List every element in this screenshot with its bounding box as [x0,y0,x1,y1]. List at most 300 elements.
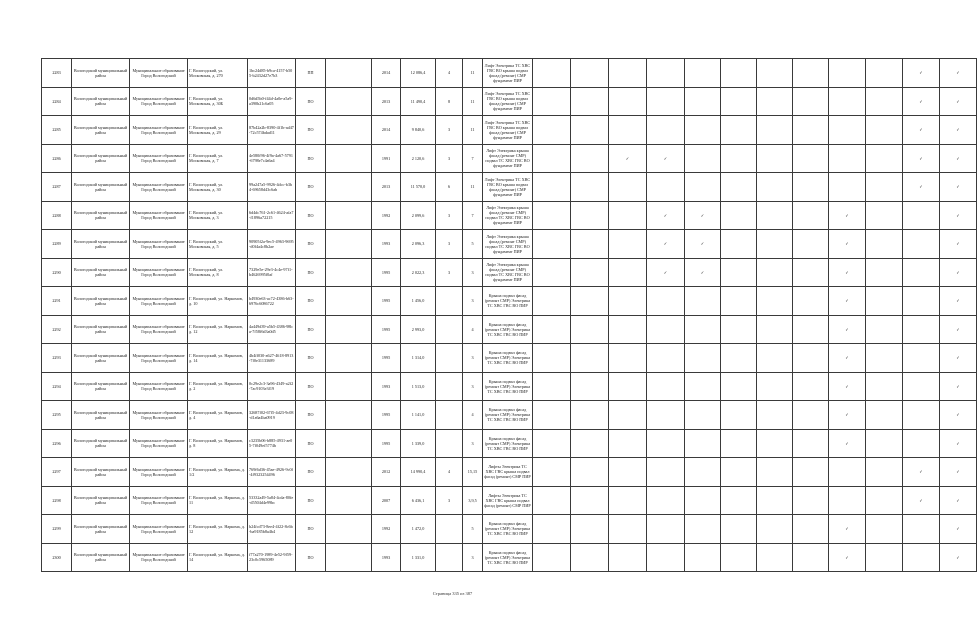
checkmark-icon: ✓ [663,155,668,161]
work-check-cell [903,201,940,230]
works-list-cell: Лифты Электрика ТС ХВС ГВС крыша подвал фасад (ремонт) СМР ПИР [483,458,533,487]
district-cell: Вологодский муниципальный район [72,59,130,88]
work-check-cell [757,401,793,430]
checkmark-icon: ✓ [625,155,630,161]
work-check-cell [685,315,721,344]
work-check-cell [571,173,609,202]
work-check-cell [793,458,829,487]
work-check-cell [647,144,685,173]
work-check-cell [685,87,721,116]
work-check-cell [903,515,940,544]
work-check-cell [793,201,829,230]
floors-cell [436,401,463,430]
entrances-cell: 3 [463,429,483,458]
work-check-cell [829,344,866,373]
work-check-cell [609,287,647,316]
district-cell: Вологодский муниципальный район [72,344,130,373]
work-check-cell [903,59,940,88]
work-check-cell [866,59,903,88]
work-check-cell [940,116,977,145]
wall-material-cell: ПО [296,372,326,401]
building-code-cell: b4930e63-ac72-4386-b63-6976c6086722 [248,287,296,316]
checkmark-icon: ✓ [663,212,668,218]
work-check-cell [609,401,647,430]
municipality-cell: Муниципальное образование Город Вологодский [130,401,188,430]
work-check-cell [721,173,757,202]
work-check-cell [533,173,571,202]
year-cell: 1992 [372,201,401,230]
table-row [42,287,977,316]
municipality-cell: Муниципальное образование Город Вологодский [130,144,188,173]
municipality-cell: Муниципальное образование Город Вологодский [130,230,188,259]
work-check-cell [609,87,647,116]
municipality-cell: Муниципальное образование Город Вологодский [130,372,188,401]
checkmark-icon: ✓ [956,440,960,446]
work-check-cell [533,258,571,287]
municipality-cell: Муниципальное образование Город Вологодский [130,515,188,544]
table-row [42,315,977,344]
address-cell: Г. Вологодский, ул. Наркомов, д. 14 [188,344,248,373]
work-check-cell [793,173,829,202]
blank-cell [326,144,372,173]
work-check-cell [609,486,647,515]
entrances-cell: 11 [463,59,483,88]
work-check-cell [571,87,609,116]
work-check-cell [757,429,793,458]
checkmark-icon: ✓ [956,469,960,475]
year-cell: 1993 [372,543,401,572]
work-check-cell [647,201,685,230]
district-cell: Вологодский муниципальный район [72,173,130,202]
wall-material-cell: ПО [296,144,326,173]
row-number-cell: 2294 [42,372,72,401]
works-list-cell: Лифт Электрика крыша фасад (ремонт СМР) подвал ТС ХВС ГВС ВО фундамент ПИР [483,230,533,259]
table-row [42,59,977,88]
work-check-cell [757,458,793,487]
work-check-cell [721,543,757,572]
work-check-cell [609,315,647,344]
work-check-cell [571,543,609,572]
district-cell: Вологодский муниципальный район [72,201,130,230]
address-cell: Г. Вологодский, ул. Наркома, д. 12 [188,515,248,544]
blank-cell [326,258,372,287]
area-cell: 9 840,6 [401,116,436,145]
row-number-cell: 2291 [42,287,72,316]
area-cell: 1 331,0 [401,543,436,572]
work-check-cell [533,372,571,401]
checkmark-icon: ✓ [845,383,849,389]
work-check-cell [571,201,609,230]
row-number-cell: 2289 [42,230,72,259]
wall-material-cell: ПО [296,287,326,316]
wall-material-cell: ПО [296,458,326,487]
work-check-cell [940,372,977,401]
municipality-cell: Муниципальное образование Город Вологодский [130,287,188,316]
work-check-cell [793,401,829,430]
blank-cell [326,315,372,344]
floors-cell [436,429,463,458]
work-check-cell [757,230,793,259]
municipality-cell: Муниципальное образование Город Вологодский [130,344,188,373]
work-check-cell [609,372,647,401]
municipality-cell: Муниципальное образование Город Вологодский [130,59,188,88]
work-check-cell [903,230,940,259]
floors-cell: 3 [436,486,463,515]
work-check-cell [685,344,721,373]
work-check-cell [685,287,721,316]
address-cell: Г. Вологодский, ул. Московская, д. 8 [188,258,248,287]
work-check-cell [793,87,829,116]
table-row [42,429,977,458]
work-check-cell [757,116,793,145]
checkmark-icon: ✓ [919,70,923,76]
work-check-cell [571,515,609,544]
district-cell: Вологодский муниципальный район [72,315,130,344]
area-cell: 1 141,0 [401,401,436,430]
row-number-cell: 2283 [42,59,72,88]
work-check-cell [866,230,903,259]
year-cell: 1993 [372,372,401,401]
checkmark-icon: ✓ [956,298,960,304]
checkmark-icon: ✓ [845,412,849,418]
work-check-cell [829,287,866,316]
blank-cell [326,173,372,202]
wall-material-cell: ПО [296,515,326,544]
work-check-cell [647,486,685,515]
wall-material-cell: ПП [296,59,326,88]
work-check-cell [685,59,721,88]
entrances-cell: 11 [463,173,483,202]
work-check-cell [647,116,685,145]
work-check-cell [793,372,829,401]
work-check-cell [757,315,793,344]
work-check-cell [609,458,647,487]
work-check-cell [793,258,829,287]
blank-cell [326,458,372,487]
wall-material-cell: ПО [296,315,326,344]
checkmark-icon: ✓ [956,326,960,332]
blank-cell [326,116,372,145]
area-cell: 2 120,6 [401,144,436,173]
work-check-cell [757,173,793,202]
work-check-cell [721,258,757,287]
work-check-cell [533,59,571,88]
work-check-cell [829,458,866,487]
work-check-cell [940,144,977,173]
entrances-cell: 11 [463,116,483,145]
work-check-cell [903,144,940,173]
entrances-cell: 5 [463,230,483,259]
row-number-cell: 2292 [42,315,72,344]
works-list-cell: Лифт Электрика ТС ХВС ГВС ВО крыша подвал фасад (ремонт) СМР фундамент ПИР [483,59,533,88]
work-check-cell [609,429,647,458]
municipality-cell: Муниципальное образование Город Вологодский [130,258,188,287]
work-check-cell [533,87,571,116]
work-check-cell [647,401,685,430]
work-check-cell [903,429,940,458]
work-check-cell [866,372,903,401]
wall-material-cell: ПО [296,173,326,202]
work-check-cell [829,230,866,259]
work-check-cell [903,258,940,287]
blank-cell [326,543,372,572]
row-number-cell: 2295 [42,401,72,430]
blank-cell [326,429,372,458]
blank-cell [326,230,372,259]
work-check-cell [903,401,940,430]
work-check-cell [829,515,866,544]
row-number-cell: 2296 [42,429,72,458]
work-check-cell [757,87,793,116]
building-code-cell: 4e580f96-4f9a-4a67-5791-6798e7c4a6a4 [248,144,296,173]
work-check-cell [609,543,647,572]
work-check-cell [940,515,977,544]
checkmark-icon: ✓ [956,155,960,161]
work-check-cell [609,144,647,173]
works-list-cell: Крыша подвал фасад (ремонт СМР) Электрика ТС ХВС ГВС ВО ПИР [483,287,533,316]
work-check-cell [940,230,977,259]
work-check-cell [793,515,829,544]
building-code-cell: 53332a49-5a84-4cda-80fe-d5504d4e99bc [248,486,296,515]
work-check-cell [940,87,977,116]
work-check-cell [533,344,571,373]
district-cell: Вологодский муниципальный район [72,116,130,145]
work-check-cell [647,87,685,116]
year-cell: 2014 [372,116,401,145]
row-number-cell: 2288 [42,201,72,230]
building-code-cell: 7329e5e-29e3-4c4e-97f1-b4626995f0af [248,258,296,287]
row-number-cell: 2299 [42,515,72,544]
entrances-cell: 11 [463,87,483,116]
district-cell: Вологодский муниципальный район [72,87,130,116]
address-cell: Г. Вологодский, ул. Московская, д. 7 [188,144,248,173]
floors-cell: 4 [436,458,463,487]
floors-cell [436,287,463,316]
works-list-cell: Лифт Электрика ТС ХВС ГВС ВО крыша подвал фасад (ремонт) СМР фундамент ПИР [483,87,533,116]
work-check-cell [721,429,757,458]
municipality-cell: Муниципальное образование Город Вологодский [130,543,188,572]
district-cell: Вологодский муниципальный район [72,543,130,572]
district-cell: Вологодский муниципальный район [72,458,130,487]
floors-cell: 3 [436,144,463,173]
work-check-cell [793,230,829,259]
table-row [42,87,977,116]
building-code-cell: 4a449d39-a5b5-4386-98ba-7f58f6d3a0d5 [248,315,296,344]
work-check-cell [571,401,609,430]
work-check-cell [721,372,757,401]
checkmark-icon: ✓ [845,355,849,361]
work-check-cell [757,287,793,316]
table-row [42,458,977,487]
works-list-cell: Крыша подвал фасад (ремонт СМР) Электрика ТС ХВС ГВС ВО ПИР [483,429,533,458]
work-check-cell [940,315,977,344]
building-code-cell: 99a247a5-9926-4dcc-b3b4-69658d43c6ab [248,173,296,202]
district-cell: Вологодский муниципальный район [72,401,130,430]
work-check-cell [866,543,903,572]
blank-cell [326,287,372,316]
work-check-cell [793,315,829,344]
row-number-cell: 2293 [42,344,72,373]
floors-cell: 3 [436,116,463,145]
address-cell: Г. Вологодский, ул. Наркомов, д. 10 [188,287,248,316]
checkmark-icon: ✓ [956,212,960,218]
area-cell: 11 570,0 [401,173,436,202]
work-check-cell [721,344,757,373]
blank-cell [326,486,372,515]
work-check-cell [721,486,757,515]
work-check-cell [757,486,793,515]
works-list-cell: Лифты Электрика ТС ХВС ГВС крыша подвал фасад (ремонт) СМР ПИР [483,486,533,515]
area-cell: 2 022,3 [401,258,436,287]
work-check-cell [866,116,903,145]
checkmark-icon: ✓ [956,383,960,389]
checkmark-icon: ✓ [700,269,705,275]
checkmark-icon: ✓ [956,554,960,560]
work-check-cell [685,458,721,487]
work-check-cell [866,401,903,430]
works-list-cell: Крыша подвал фасад (ремонт СМР) Электрика ТС ХВС ГВС ВО ПИР [483,372,533,401]
table-row [42,372,977,401]
address-cell: Г. Вологодский, ул. Наркома, д. 11 [188,486,248,515]
address-cell: Г. Вологодский, ул. Наркомов, д. 12 [188,315,248,344]
works-list-cell: Крыша подвал фасад (ремонт СМР) Электрика ТС ХВС ГВС ВО ПИР [483,315,533,344]
municipality-cell: Муниципальное образование Город Вологодский [130,87,188,116]
wall-material-cell: ПО [296,401,326,430]
address-cell: Г. Вологодский, ул. Наркома, д. 1/2 [188,458,248,487]
year-cell: 2007 [372,486,401,515]
checkmark-icon: ✓ [845,212,849,218]
work-check-cell [647,287,685,316]
work-check-cell [829,372,866,401]
work-check-cell [829,315,866,344]
work-check-cell [533,543,571,572]
work-check-cell [647,515,685,544]
floors-cell: 4 [436,59,463,88]
checkmark-icon: ✓ [919,155,923,161]
building-code-cell: 0d6d5b0-f44d-4a0e-a5a9-a390b21c6a05 [248,87,296,116]
floors-cell [436,315,463,344]
work-check-cell [647,429,685,458]
wall-material-cell: ПО [296,87,326,116]
work-check-cell [757,344,793,373]
work-check-cell [903,315,940,344]
work-check-cell [866,173,903,202]
work-check-cell [903,87,940,116]
work-check-cell [866,486,903,515]
municipality-cell: Муниципальное образование Город Вологодский [130,201,188,230]
works-list-cell: Крыша подвал фасад (ремонт СМР) Электрика ТС ХВС ГВС ВО ПИР [483,515,533,544]
work-check-cell [533,515,571,544]
district-cell: Вологодский муниципальный район [72,258,130,287]
work-check-cell [940,486,977,515]
work-check-cell [829,173,866,202]
building-code-cell: 1bc24d85-b9ca-4157-b505-b2432d27e7b3 [248,59,296,88]
work-check-cell [647,344,685,373]
work-check-cell [829,401,866,430]
work-check-cell [685,230,721,259]
entrances-cell: 15,15 [463,458,483,487]
area-cell: 12 086,4 [401,59,436,88]
area-cell: 1 314,0 [401,344,436,373]
row-number-cell: 2284 [42,87,72,116]
municipality-cell: Муниципальное образование Город Вологодский [130,486,188,515]
address-cell: Г. Вологодский, ул. Московская, д. 30Б [188,87,248,116]
area-cell: 14 990,4 [401,458,436,487]
checkmark-icon: ✓ [919,184,923,190]
work-check-cell [647,173,685,202]
entrances-cell: 3 [463,287,483,316]
work-check-cell [903,543,940,572]
work-check-cell [685,543,721,572]
work-check-cell [829,144,866,173]
work-check-cell [647,372,685,401]
building-code-cell: 0c29e2c3-3a96-4349-a2f2-7ac9103e3f19 [248,372,296,401]
row-number-cell: 2286 [42,144,72,173]
table-row [42,201,977,230]
checkmark-icon: ✓ [919,469,923,475]
work-check-cell [866,344,903,373]
work-check-cell [685,144,721,173]
floors-cell: 6 [436,173,463,202]
checkmark-icon: ✓ [956,184,960,190]
wall-material-cell: ПО [296,486,326,515]
blank-cell [326,87,372,116]
year-cell: 1995 [372,429,401,458]
area-cell: 2 099,6 [401,201,436,230]
address-cell: Г. Вологодский, ул. Московская, д. 3 [188,201,248,230]
work-check-cell [903,116,940,145]
checkmark-icon: ✓ [919,497,923,503]
work-check-cell [571,486,609,515]
work-check-cell [571,372,609,401]
work-check-cell [940,173,977,202]
checkmark-icon: ✓ [956,412,960,418]
year-cell: 1995 [372,401,401,430]
row-number-cell: 2285 [42,116,72,145]
work-check-cell [757,144,793,173]
entrances-cell: 3 [463,372,483,401]
work-check-cell [793,59,829,88]
work-check-cell [793,344,829,373]
work-check-cell [793,287,829,316]
work-check-cell [903,344,940,373]
district-cell: Вологодский муниципальный район [72,515,130,544]
district-cell: Вологодский муниципальный район [72,287,130,316]
entrances-cell: 7 [463,201,483,230]
checkmark-icon: ✓ [956,127,960,133]
table-row [42,401,977,430]
address-cell: Г. Вологодский, ул. Наркомов, д. 4 [188,401,248,430]
work-check-cell [685,258,721,287]
work-check-cell [571,59,609,88]
work-check-cell [647,59,685,88]
works-list-cell: Лифт Электрика ТС ХВС ГВС ВО крыша подвал фасад (ремонт) СМР фундамент ПИР [483,173,533,202]
building-code-cell: 6d4dc761-2c61-4624-afa7-f1896a72215 [248,201,296,230]
entrances-cell: 4 [463,315,483,344]
table-row [42,230,977,259]
work-check-cell [866,144,903,173]
area-cell: 1 472,0 [401,515,436,544]
area-cell: 1 456,0 [401,287,436,316]
floors-cell: 3 [436,201,463,230]
work-check-cell [647,315,685,344]
entrances-cell: 3 [463,344,483,373]
work-check-cell [533,429,571,458]
work-check-cell [903,458,940,487]
entrances-cell: 5 [463,515,483,544]
work-check-cell [571,258,609,287]
building-code-cell: f77a270-1989-4e52-9f59-23c0c5965089 [248,543,296,572]
